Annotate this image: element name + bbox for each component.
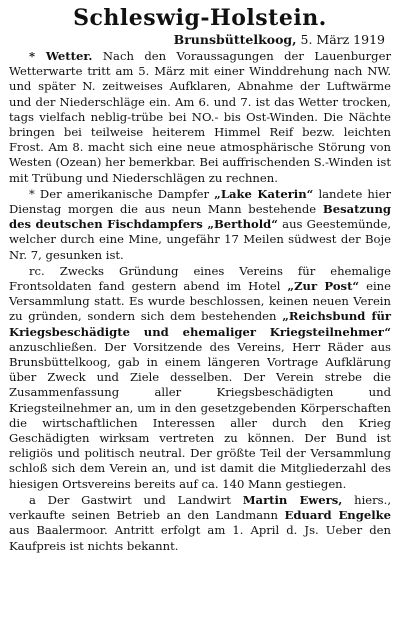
article-steamer [9,187,391,263]
steamer-text-2: aus Geestemünde, welcher durch eine Mine, ungefähr 17 Meilen südwest der Boje Nr. 7, gesunken ist. [9,217,392,262]
sale-text-2: aus Baalermoor. Antritt erfolgt am 1. April d. Js. Ueber den Kaufpreis ist nichts bekannt. [9,523,391,553]
section-masthead: Schleswig-Holstein. [73,5,327,31]
dateline [9,32,385,48]
steamer-ship-name: „Lake Katerin“ [214,186,314,201]
sale-seller: Martin Ewers, [242,492,343,507]
dateline-date: 5. März 1919 [300,32,385,47]
article-sale [9,493,391,554]
veterans-hotel: „Zur Post“ [287,279,360,294]
dateline-place: Brunsbüttelkoog, [173,32,297,47]
veterans-lead: rc. Zwecks Gründung eines Vereins für ehemalige Frontsoldaten fand gestern abend im Hotel [9,263,391,294]
steamer-lead: * Der amerikanische Dampfer [29,186,210,201]
article-veterans [9,264,391,492]
article-weather [9,49,391,186]
veterans-text-2: anzuschließen. Der Vorsitzende des Vereins, Herr Räder aus Brunsbüttelkoog, gab in einem längeren Vortrage Aufklärung über Zweck und Ziele desselben. Der Verein strebe die Zusammenfassung aller Kriegsbeschädigten und Kriegsteilnehmer an, um in den gesetzgebenden Körperschaften die wirtschaftlichen Interessen aller durch den Krieg Geschädigten wirksam vertreten zu können. Der Bund ist religiös und politisch neutral. Der größte Teil der Versammlung schloß sich dem Verein an, und ist damit die Mitgliederzahl des hiesigen Ortsvereins bereits auf ca. 140 Mann gestiegen. [9,339,391,491]
sale-text-1: hiers., verkaufte seinen Betrieb an den Landmann [9,492,392,523]
veterans-text-1: eine Versammlung statt. Es wurde beschlossen, keinen neuen Verein zu gründen, sondern sich dem bestehenden [9,279,391,324]
weather-text: Nach den Voraussagungen der Lauenburger Wetterwarte tritt am 5. März mit einer Winddrehung nach NW. und später N. zeitweises Aufklaren, Abnahme der Luftwärme und der Niederschläge ein. Am 6. und 7. ist das Wetter trocken, tags vielfach neblig-trübe bei NO.- bis Ost-Winden. Die Nächte bringen bei teilweise heiterem Himmel Reif bezw. leichten Frost. Am 8. macht sich eine neue atmosphärische Störung von Westen (Ozean) her bemerkbar. Bei auffrischenden S.-Winden ist mit Trübung und Niederschlägen zu rechnen. [9,49,392,185]
sale-lead: a Der Gastwirt und Landwirt [29,492,231,507]
steamer-text-1: landete hier Dienstag morgen die aus neun Mann bestehende [9,186,392,217]
sale-buyer: Eduard Engelke [284,508,392,523]
veterans-bund: „Reichsbund für Kriegsbeschädigte und ehemaliger Kriegsteilnehmer“ [9,309,392,339]
weather-lead: * Wetter. [29,49,93,63]
steamer-crew: Besatzung des deutschen Fischdampfers „Berthold“ [9,202,392,232]
